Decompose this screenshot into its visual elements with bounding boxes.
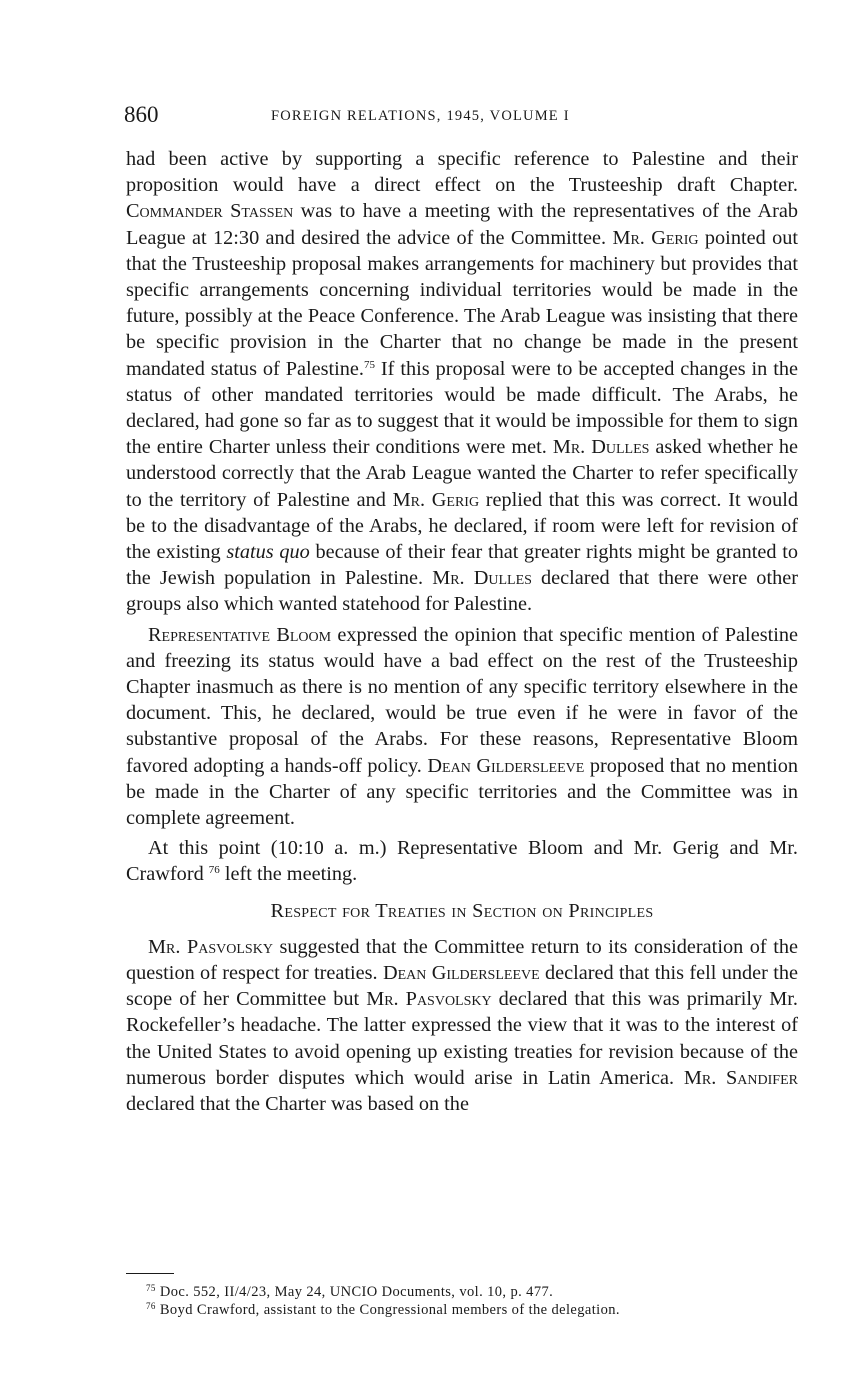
text-run: declared that there were other groups also which wanted statehood for Palestine. [126,567,798,616]
running-head: FOREIGN RELATIONS, 1945, VOLUME I [271,108,570,124]
footnote-divider [126,1273,174,1274]
paragraph-4 [126,934,798,1117]
footnote-marker: 75 [146,1283,156,1293]
text-run: was to have a meeting with the representatives of the Arab League at 12:30 and desired the advice of the Committee. [126,200,798,249]
footnote-text: Doc. 552, II/4/23, May 24, UNCIO Documents, vol. 10, p. 477. [159,1284,554,1300]
text-run: suggested that the Committee return to its consideration of the question of respect for treaties. [126,935,798,984]
text-run: declared that this fell under the scope of her Committee but [126,961,798,1011]
paragraph-3 [126,835,798,887]
text-run: declared that the Charter was based on the [126,1092,469,1115]
section-heading: Respect for Treaties in Section on Principles [270,899,654,922]
text-run: had been active by supporting a specific reference to Palestine and their proposition would have a direct effect on the Trusteeship draft Chapter. [126,148,798,197]
text-run: left the meeting. [219,863,358,886]
italic-phrase: status quo [226,541,310,564]
text-run: If this proposal were to be accepted changes in the status of other mandated territories would be made difficult. The Arabs, he declared, had gone so far as to suggest that it would be impossible for them to sign the entire Charter unless their conditions were met. [126,357,798,459]
text-run: asked whether he understood correctly that the Arab League wanted the Charter to refer specifically to the territory of Palestine and [126,436,798,511]
speaker-name: Dean Gildersleeve [382,961,540,984]
speaker-name: Commander Stassen [126,200,294,223]
body-text [126,146,798,1117]
page-header [126,100,798,134]
footnote-text: Boyd Crawford, assistant to the Congressional members of the delegation. [159,1302,620,1318]
page [126,100,798,1121]
speaker-name: Dean Gildersleeve [427,754,585,777]
speaker-name: Mr. Gerig [392,488,480,511]
footnote-75 [146,1283,806,1301]
text-run: At this point (10:10 a. m.) Representative Bloom and Mr. Gerig and Mr. Crawford [126,837,798,886]
speaker-name: Mr. Sandifer [683,1066,798,1089]
text-run: because of their fear that greater rights might be granted to the Jewish population in Palestine. [126,541,798,590]
speaker-name: Mr. Dulles [552,436,650,459]
page-number: 860 [124,102,159,127]
speaker-name: Mr. Pasvolsky [148,935,273,958]
text-run: declared that this was primarily Mr. Rockefeller’s headache. The latter expressed the view that it was to the interest of the United States to avoid opening up existing treaties for revision because of the numerous border disputes which would arise in Latin America. [126,988,798,1089]
footnote-ref-75: 75 [364,358,375,371]
paragraph-1 [126,146,798,618]
speaker-name: Mr. Gerig [612,226,699,249]
text-run: replied that this was correct. It would be to the disadvantage of the Arabs, he declared, if room were left for revision of the existing [126,488,798,564]
text-run: expressed the opinion that specific mention of Palestine and freezing its status would have a bad effect on the rest of the Trusteeship Chapter inasmuch as there is no mention of any specific territory elsewhere in the document. This, he declared, would be true even if he were in favor of the substantive proposal of the Arabs. For these reasons, Representative Bloom favored adopting a hands-off policy. [126,623,799,777]
speaker-name: Mr. Dulles [432,567,532,590]
paragraph-2 [126,622,798,832]
footnote-ref-76: 76 [208,864,220,877]
speaker-name: Representative Bloom [148,623,332,646]
footnote-76 [146,1301,806,1319]
footnote-marker: 76 [146,1301,156,1311]
footnotes [146,1283,806,1319]
text-run: proposed that no mention be made in the Charter of any specific territories and the Committee was in complete agreement. [126,754,798,830]
text-run: pointed out that the Trusteeship proposal makes arrangements for machinery but provides that specific arrangements concerning individual territories would be made in the future, possibly at the Peace Conference. The Arab League was insisting that there be specific provision in the Charter that no change be made in the present mandated status of Palestine. [126,226,798,380]
speaker-name: Mr. Pasvolsky [366,988,492,1011]
